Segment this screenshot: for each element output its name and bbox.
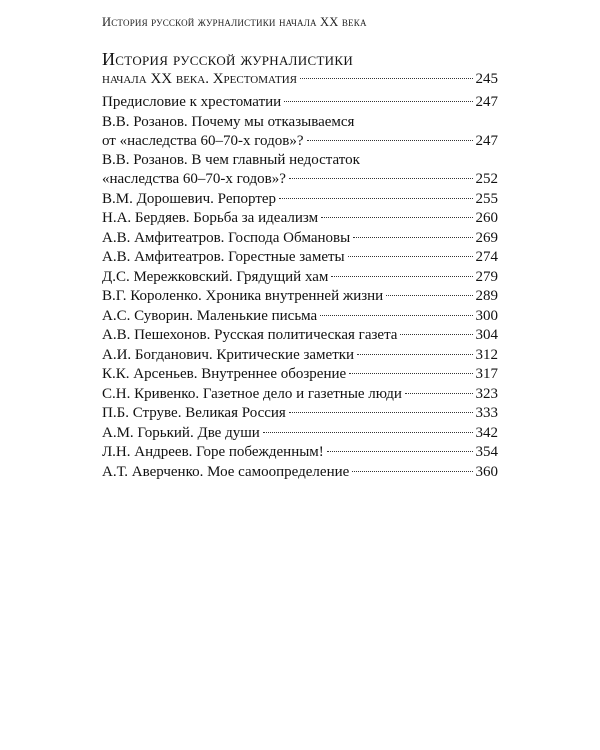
toc-entry-line	[102, 268, 498, 287]
toc-entry-line	[102, 132, 498, 151]
toc-entry[interactable]	[102, 443, 498, 462]
dot-leader	[300, 78, 473, 79]
toc-entry-title: «наследства 60–70-х годов»?	[102, 171, 286, 187]
toc-entry[interactable]	[102, 93, 498, 112]
toc-entries	[102, 93, 498, 482]
section-title: История русской журналистики	[102, 49, 354, 69]
toc-entry-page-number: 274	[475, 249, 498, 265]
toc-entry-line	[102, 365, 498, 384]
dot-leader	[405, 393, 473, 394]
toc-entry-title: П.Б. Струве. Великая Россия	[102, 405, 286, 421]
dot-leader	[284, 101, 472, 102]
toc-entry[interactable]	[102, 229, 498, 248]
dot-leader	[289, 412, 473, 413]
dot-leader	[331, 276, 472, 277]
dot-leader	[353, 237, 472, 238]
toc-entry-line	[102, 326, 498, 345]
dot-leader	[352, 471, 472, 472]
running-header: История русской журналистики начала XX века	[102, 15, 367, 29]
toc-entry-page-number: 252	[475, 171, 498, 187]
toc-entry[interactable]	[102, 346, 498, 365]
section-title-tail[interactable]	[102, 70, 498, 89]
toc-entry-title: Л.Н. Андреев. Горе побежденным!	[102, 444, 324, 460]
table-of-contents	[102, 48, 498, 482]
dot-leader	[279, 198, 472, 199]
toc-entry[interactable]	[102, 113, 498, 151]
toc-entry[interactable]	[102, 287, 498, 306]
toc-entry-page-number: 317	[475, 366, 498, 382]
toc-entry-title: К.К. Арсеньев. Внутреннее обозрение	[102, 366, 347, 382]
toc-entry-line1: В.В. Розанов. Почему мы отказываемся	[102, 113, 355, 130]
toc-entry-page-number: 289	[475, 288, 498, 304]
toc-entry-line	[102, 404, 498, 423]
toc-entry-title: А.В. Амфитеатров. Господа Обмановы	[102, 229, 351, 246]
toc-entry[interactable]	[102, 151, 498, 189]
toc-entry-page-number: 279	[475, 268, 498, 285]
toc-entry[interactable]	[102, 248, 498, 267]
dot-leader	[386, 295, 472, 296]
toc-entry[interactable]	[102, 424, 498, 443]
dot-leader	[327, 451, 473, 452]
toc-entry[interactable]	[102, 385, 498, 404]
toc-entry[interactable]	[102, 365, 498, 384]
toc-entry-title: В.М. Дорошевич. Репортер	[102, 190, 277, 207]
toc-entry-line	[102, 443, 498, 462]
toc-entry-line	[102, 463, 498, 482]
dot-leader	[348, 256, 473, 257]
toc-entry-title: А.В. Пешехонов. Русская политическая газета	[102, 327, 398, 343]
toc-entry-title: Предисловие к хрестоматии	[102, 94, 282, 110]
toc-entry-title: А.С. Суворин. Маленькие письма	[102, 307, 318, 324]
toc-entry-line	[102, 209, 498, 228]
toc-entry-page-number: 260	[475, 210, 498, 226]
toc-entry-title: Н.А. Бердяев. Борьба за идеализм	[102, 210, 319, 226]
toc-entry-line	[102, 346, 498, 365]
toc-entry-page-number: 247	[475, 132, 498, 149]
dot-leader	[400, 334, 472, 335]
toc-entry-title: А.Т. Аверченко. Мое самоопределение	[102, 463, 350, 480]
toc-entry-page-number: 300	[475, 307, 498, 324]
toc-entry-title: В.Г. Короленко. Хроника внутренней жизни	[102, 288, 384, 304]
toc-entry[interactable]	[102, 190, 498, 209]
dot-leader	[289, 178, 473, 179]
section-page-number: 245	[475, 71, 498, 87]
toc-entry-line	[102, 385, 498, 404]
toc-entry-line1: В.В. Розанов. В чем главный недостаток	[102, 152, 360, 168]
toc-entry-line	[102, 190, 498, 209]
toc-entry-title: Д.С. Мережковский. Грядущий хам	[102, 268, 329, 285]
toc-entry-page-number: 247	[475, 94, 498, 110]
dot-leader	[357, 354, 472, 355]
dot-leader	[263, 432, 473, 433]
dot-leader	[349, 373, 472, 374]
toc-entry[interactable]	[102, 268, 498, 287]
toc-entry-title: С.Н. Кривенко. Газетное дело и газетные люди	[102, 385, 402, 402]
toc-entry-title: А.И. Богданович. Критические заметки	[102, 346, 355, 363]
toc-entry-page-number: 354	[475, 444, 498, 460]
toc-entry-title: А.М. Горький. Две души	[102, 424, 260, 441]
dot-leader	[321, 217, 472, 218]
toc-entry[interactable]	[102, 307, 498, 326]
toc-entry-page-number: 312	[475, 346, 498, 363]
toc-entry-page-number: 342	[475, 424, 498, 441]
toc-entry-line	[102, 248, 498, 267]
toc-entry-page-number: 269	[475, 229, 498, 246]
section-title-line2: начала XX века. Хрестоматия	[102, 71, 297, 87]
toc-entry-page-number: 360	[475, 463, 498, 480]
toc-entry-line	[102, 229, 498, 248]
toc-entry-line	[102, 93, 498, 112]
toc-entry-page-number: 255	[475, 190, 498, 207]
toc-entry[interactable]	[102, 209, 498, 228]
toc-entry-page-number: 323	[475, 385, 498, 402]
toc-entry-page-number: 304	[475, 327, 498, 343]
toc-entry[interactable]	[102, 326, 498, 345]
toc-entry-line	[102, 307, 498, 326]
toc-entry-title: А.В. Амфитеатров. Горестные заметы	[102, 249, 345, 265]
toc-entry-title: от «наследства 60–70-х годов»?	[102, 132, 304, 149]
toc-entry-line	[102, 170, 498, 189]
toc-entry-line	[102, 287, 498, 306]
toc-entry-line	[102, 424, 498, 443]
dot-leader	[320, 315, 472, 316]
toc-entry[interactable]	[102, 463, 498, 482]
toc-entry-page-number: 333	[475, 405, 498, 421]
dot-leader	[307, 140, 473, 141]
toc-entry[interactable]	[102, 404, 498, 423]
